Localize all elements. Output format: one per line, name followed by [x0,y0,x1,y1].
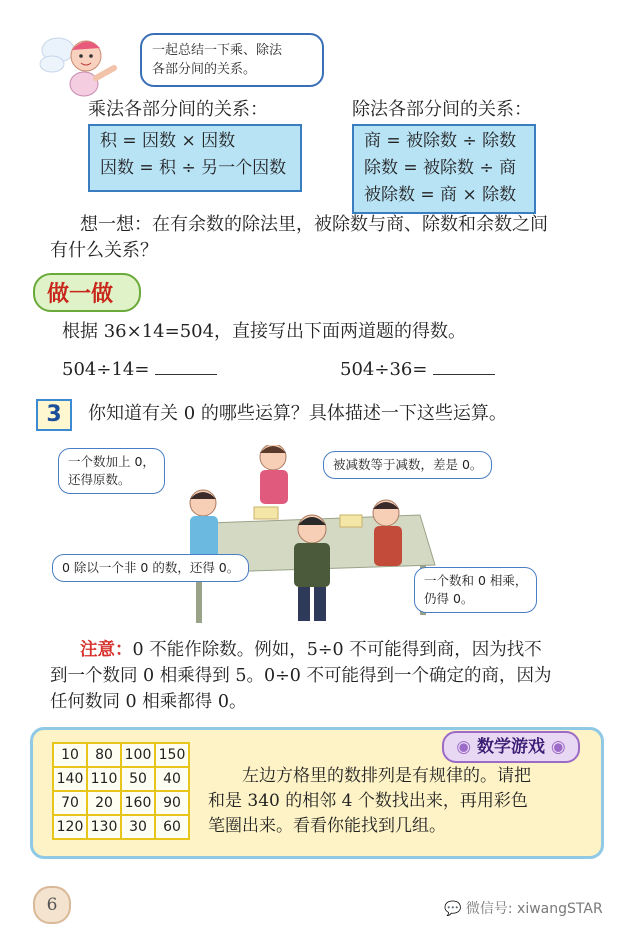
note-block [50,637,551,715]
grid-row [53,767,189,791]
note-line2: 到一个数同 0 相乘得到 5。0÷0 不可能得到一个确定的商，因为 [50,666,552,686]
practice-q2 [340,356,495,383]
number-grid-table [52,742,190,840]
note-line3: 任何数同 0 相乘都得 0。 [50,692,247,712]
math-game-line2: 和是 340 的相邻 4 个数找出来，再用彩色 [208,791,528,811]
bubble-multiply-line2: 仍得 0。 [424,591,474,606]
multiplication-title: 乘法各部分间的关系： [88,99,268,120]
grid-row [53,815,189,839]
math-game-line3: 笔圈出来。看看你能找到几组。 [208,816,446,836]
bubble-multiply-line1: 一个数和 0 相乘， [424,573,528,588]
grid-cell[interactable]: 80 [87,743,121,767]
grid-cell[interactable]: 150 [155,743,189,767]
multiplication-rule: 积 = 因数 × 因数 [100,131,236,151]
bubble-add-line1: 一个数加上 0， [68,454,155,469]
summary-speech-bubble [140,33,324,87]
think-line2: 有什么关系？ [50,240,158,261]
grid-cell[interactable]: 130 [87,815,121,839]
division-title: 除法各部分间的关系： [352,99,532,120]
practice-prompt: 根据 36×14=504，直接写出下面两道题的得数。 [62,321,467,342]
wechat-watermark [444,898,603,918]
practice-q2-text: 504÷36= [340,359,428,380]
answer-blank-1[interactable] [155,356,217,375]
summary-bubble-line2: 各部分间的关系。 [152,62,257,77]
question3-text: 你知道有关 0 的哪些运算？具体描述一下这些运算。 [88,403,507,424]
note-line1: 0 不能作除数。例如，5÷0 不可能得到商，因为找不 [132,640,542,660]
grid-cell[interactable]: 110 [87,767,121,791]
wechat-icon: 💬 [444,901,466,917]
grid-cell[interactable]: 160 [121,791,155,815]
summary-bubble-line1: 一起总结一下乘、除法 [152,43,283,58]
practice-tag: 做一做 [33,273,141,312]
division-rule: 被除数 = 商 × 除数 [364,185,517,205]
bubble-multiply-zero [414,567,537,613]
math-game-line1: 左边方格里的数排列是有规律的。请把 [242,766,531,786]
think-line1: 想一想：在有余数的除法里，被除数与商、除数和余数之间 [80,214,548,235]
note-label: 注意： [80,640,133,660]
answer-blank-2[interactable] [433,356,495,375]
grid-cell[interactable]: 50 [121,767,155,791]
question-number-badge: 3 [36,399,72,431]
grid-cell[interactable]: 70 [53,791,87,815]
practice-q1-text: 504÷14= [62,359,150,380]
multiplication-rules-box [88,124,302,192]
division-rules-box [352,124,536,214]
division-rule: 除数 = 被除数 ÷ 商 [364,158,517,178]
grid-cell[interactable]: 30 [121,815,155,839]
math-game-text [208,764,531,839]
math-game-tag-label: 数学游戏 [477,737,545,757]
watermark-text: 微信号: xiwangSTAR [465,901,603,917]
bubble-add-line2: 还得原数。 [68,472,131,487]
grid-cell[interactable]: 10 [53,743,87,767]
grid-cell[interactable]: 40 [155,767,189,791]
cherub-illustration [38,28,118,104]
grid-cell[interactable]: 140 [53,767,87,791]
grid-cell[interactable]: 60 [155,815,189,839]
math-game-tag: ◉ 数学游戏 ◉ [442,731,580,763]
division-rule: 商 = 被除数 ÷ 除数 [364,131,517,151]
grid-cell[interactable]: 90 [155,791,189,815]
think-question [50,212,548,264]
number-grid [52,742,190,840]
bubble-add-zero [58,448,165,494]
grid-cell[interactable]: 100 [121,743,155,767]
grid-cell[interactable]: 120 [53,815,87,839]
page-number: 6 [33,886,71,924]
grid-row [53,791,189,815]
bubble-divide-zero: 0 除以一个非 0 的数，还得 0。 [52,554,249,582]
multiplication-rule: 因数 = 积 ÷ 另一个因数 [100,158,287,178]
grid-row [53,743,189,767]
grid-cell[interactable]: 20 [87,791,121,815]
bubble-subtract: 被减数等于减数，差是 0。 [323,451,492,479]
practice-q1 [62,356,217,383]
